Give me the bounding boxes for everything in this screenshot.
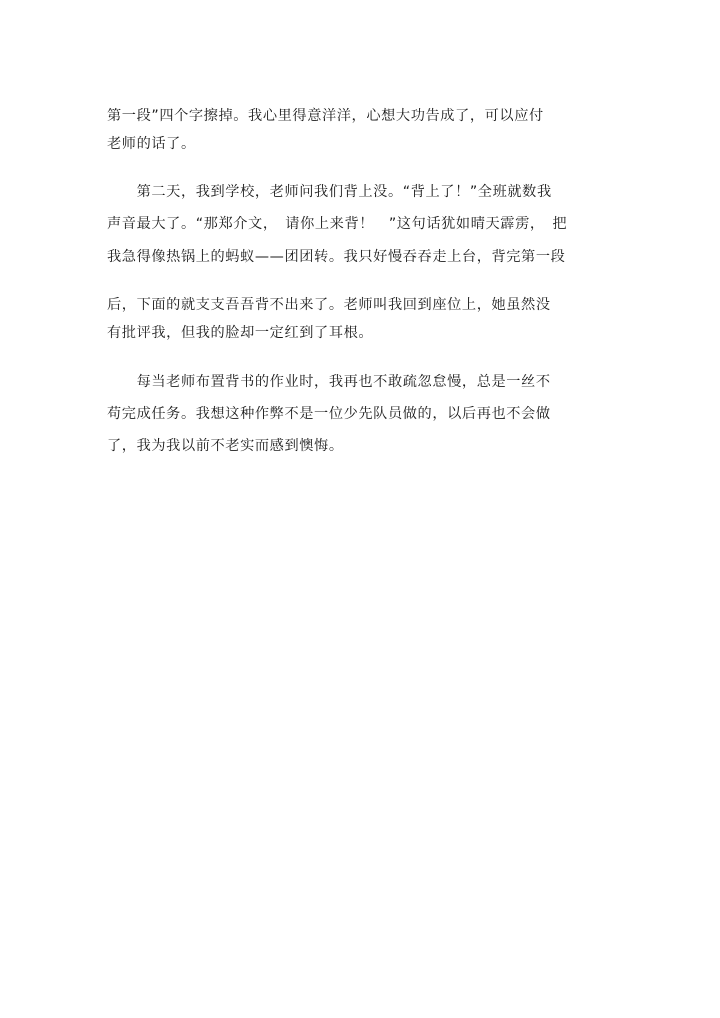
text-line: 老师的话了。 <box>107 136 196 152</box>
text-line: 了，我为我以前不老实而感到懊悔。 <box>107 438 344 454</box>
text-line: 我急得像热锅上的蚂蚁——团团转。我只好慢吞吞走上台，背完第一段 <box>107 249 566 265</box>
text-line: 声音最大了。“那郑介文， 请你上来背！ ”这句话犹如晴天霹雳， 把 <box>107 216 568 232</box>
text-line: 每当老师布置背书的作业时，我再也不敢疏忽怠慢，总是一丝不 <box>107 374 551 390</box>
text-line: 后，下面的就支支吾吾背不出来了。老师叫我回到座位上，她虽然没 <box>107 297 551 313</box>
text-line: 第二天，我到学校，老师问我们背上没。“背上了！”全班就数我 <box>107 184 552 200</box>
text-line: 有批评我，但我的脸却一定红到了耳根。 <box>107 325 374 341</box>
text-line: 苟完成任务。我想这种作弊不是一位少先队员做的，以后再也不会做 <box>107 406 551 422</box>
text-line: 第一段”四个字擦掉。我心里得意洋洋，心想大功告成了，可以应付 <box>107 108 544 124</box>
